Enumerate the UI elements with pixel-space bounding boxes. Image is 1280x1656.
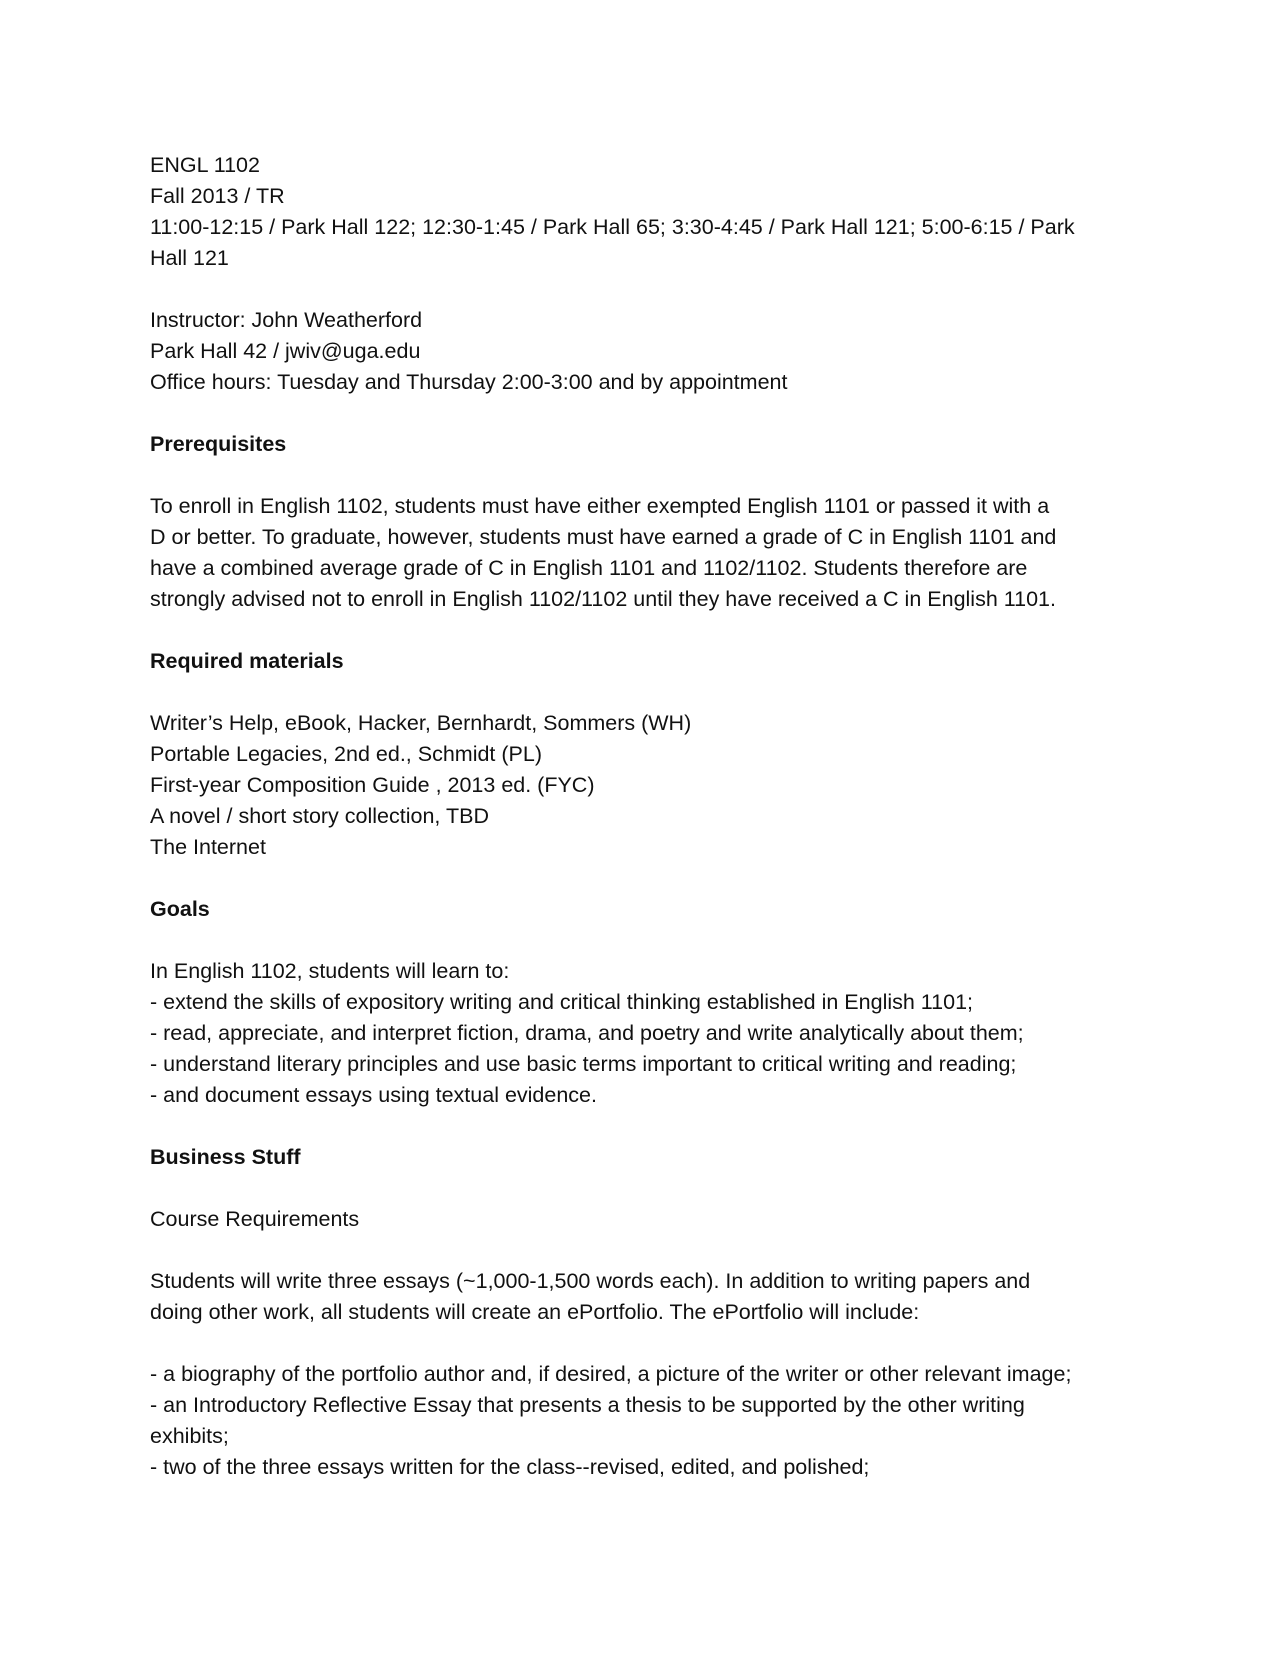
- materials-item: Portable Legacies, 2nd ed., Schmidt (PL): [150, 742, 542, 766]
- prerequisites-text-line: To enroll in English 1102, students must have either exempted English 1101 or passed it with a: [150, 494, 1050, 518]
- requirements-text-line: Students will write three essays (~1,000-1,500 words each). In addition to writing papers and: [150, 1269, 1031, 1293]
- prerequisites-heading: Prerequisites: [150, 432, 287, 456]
- course-code: ENGL 1102: [150, 153, 260, 177]
- instructor-name: Instructor: John Weatherford: [150, 308, 423, 332]
- instructor-office: Park Hall 42 / jwiv@uga.edu: [150, 339, 421, 363]
- document-page: [150, 150, 1150, 1483]
- materials-heading: Required materials: [150, 649, 344, 673]
- goals-intro: In English 1102, students will learn to:: [150, 959, 510, 983]
- course-requirements-subheading: Course Requirements: [150, 1207, 360, 1231]
- eportfolio-item-line: exhibits;: [150, 1424, 229, 1448]
- prerequisites-text-line: have a combined average grade of C in English 1101 and 1102/1102. Students therefore are: [150, 556, 1028, 580]
- eportfolio-item-line: - two of the three essays written for the class--revised, edited, and polished;: [150, 1455, 870, 1479]
- business-heading: Business Stuff: [150, 1145, 301, 1169]
- materials-item: Writer’s Help, eBook, Hacker, Bernhardt, Sommers (WH): [150, 711, 692, 735]
- eportfolio-item-line: - an Introductory Reflective Essay that presents a thesis to be supported by the other writing: [150, 1393, 1025, 1417]
- prerequisites-text-line: strongly advised not to enroll in English 1102/1102 until they have received a C in English 1101.: [150, 587, 1056, 611]
- course-term: Fall 2013 / TR: [150, 184, 285, 208]
- materials-item: First-year Composition Guide , 2013 ed. (FYC): [150, 773, 595, 797]
- goals-item: - and document essays using textual evidence.: [150, 1083, 597, 1107]
- instructor-office-hours: Office hours: Tuesday and Thursday 2:00-3:00 and by appointment: [150, 370, 788, 394]
- prerequisites-text-line: D or better. To graduate, however, students must have earned a grade of C in English 1101 and: [150, 525, 1057, 549]
- requirements-text-line: doing other work, all students will create an ePortfolio. The ePortfolio will include:: [150, 1300, 920, 1324]
- goals-item: - extend the skills of expository writing and critical thinking established in English 1101;: [150, 990, 974, 1014]
- materials-item: A novel / short story collection, TBD: [150, 804, 489, 828]
- course-schedule-line-1: 11:00-12:15 / Park Hall 122; 12:30-1:45 / Park Hall 65; 3:30-4:45 / Park Hall 121; 5:00-6:15 / Park: [150, 215, 1075, 239]
- eportfolio-item-line: - a biography of the portfolio author and, if desired, a picture of the writer or other relevant image;: [150, 1362, 1072, 1386]
- goals-item: - understand literary principles and use basic terms important to critical writing and reading;: [150, 1052, 1017, 1076]
- goals-item: - read, appreciate, and interpret fiction, drama, and poetry and write analytically about them;: [150, 1021, 1024, 1045]
- materials-item: The Internet: [150, 835, 266, 859]
- course-schedule-line-2: Hall 121: [150, 246, 229, 270]
- goals-heading: Goals: [150, 897, 210, 921]
